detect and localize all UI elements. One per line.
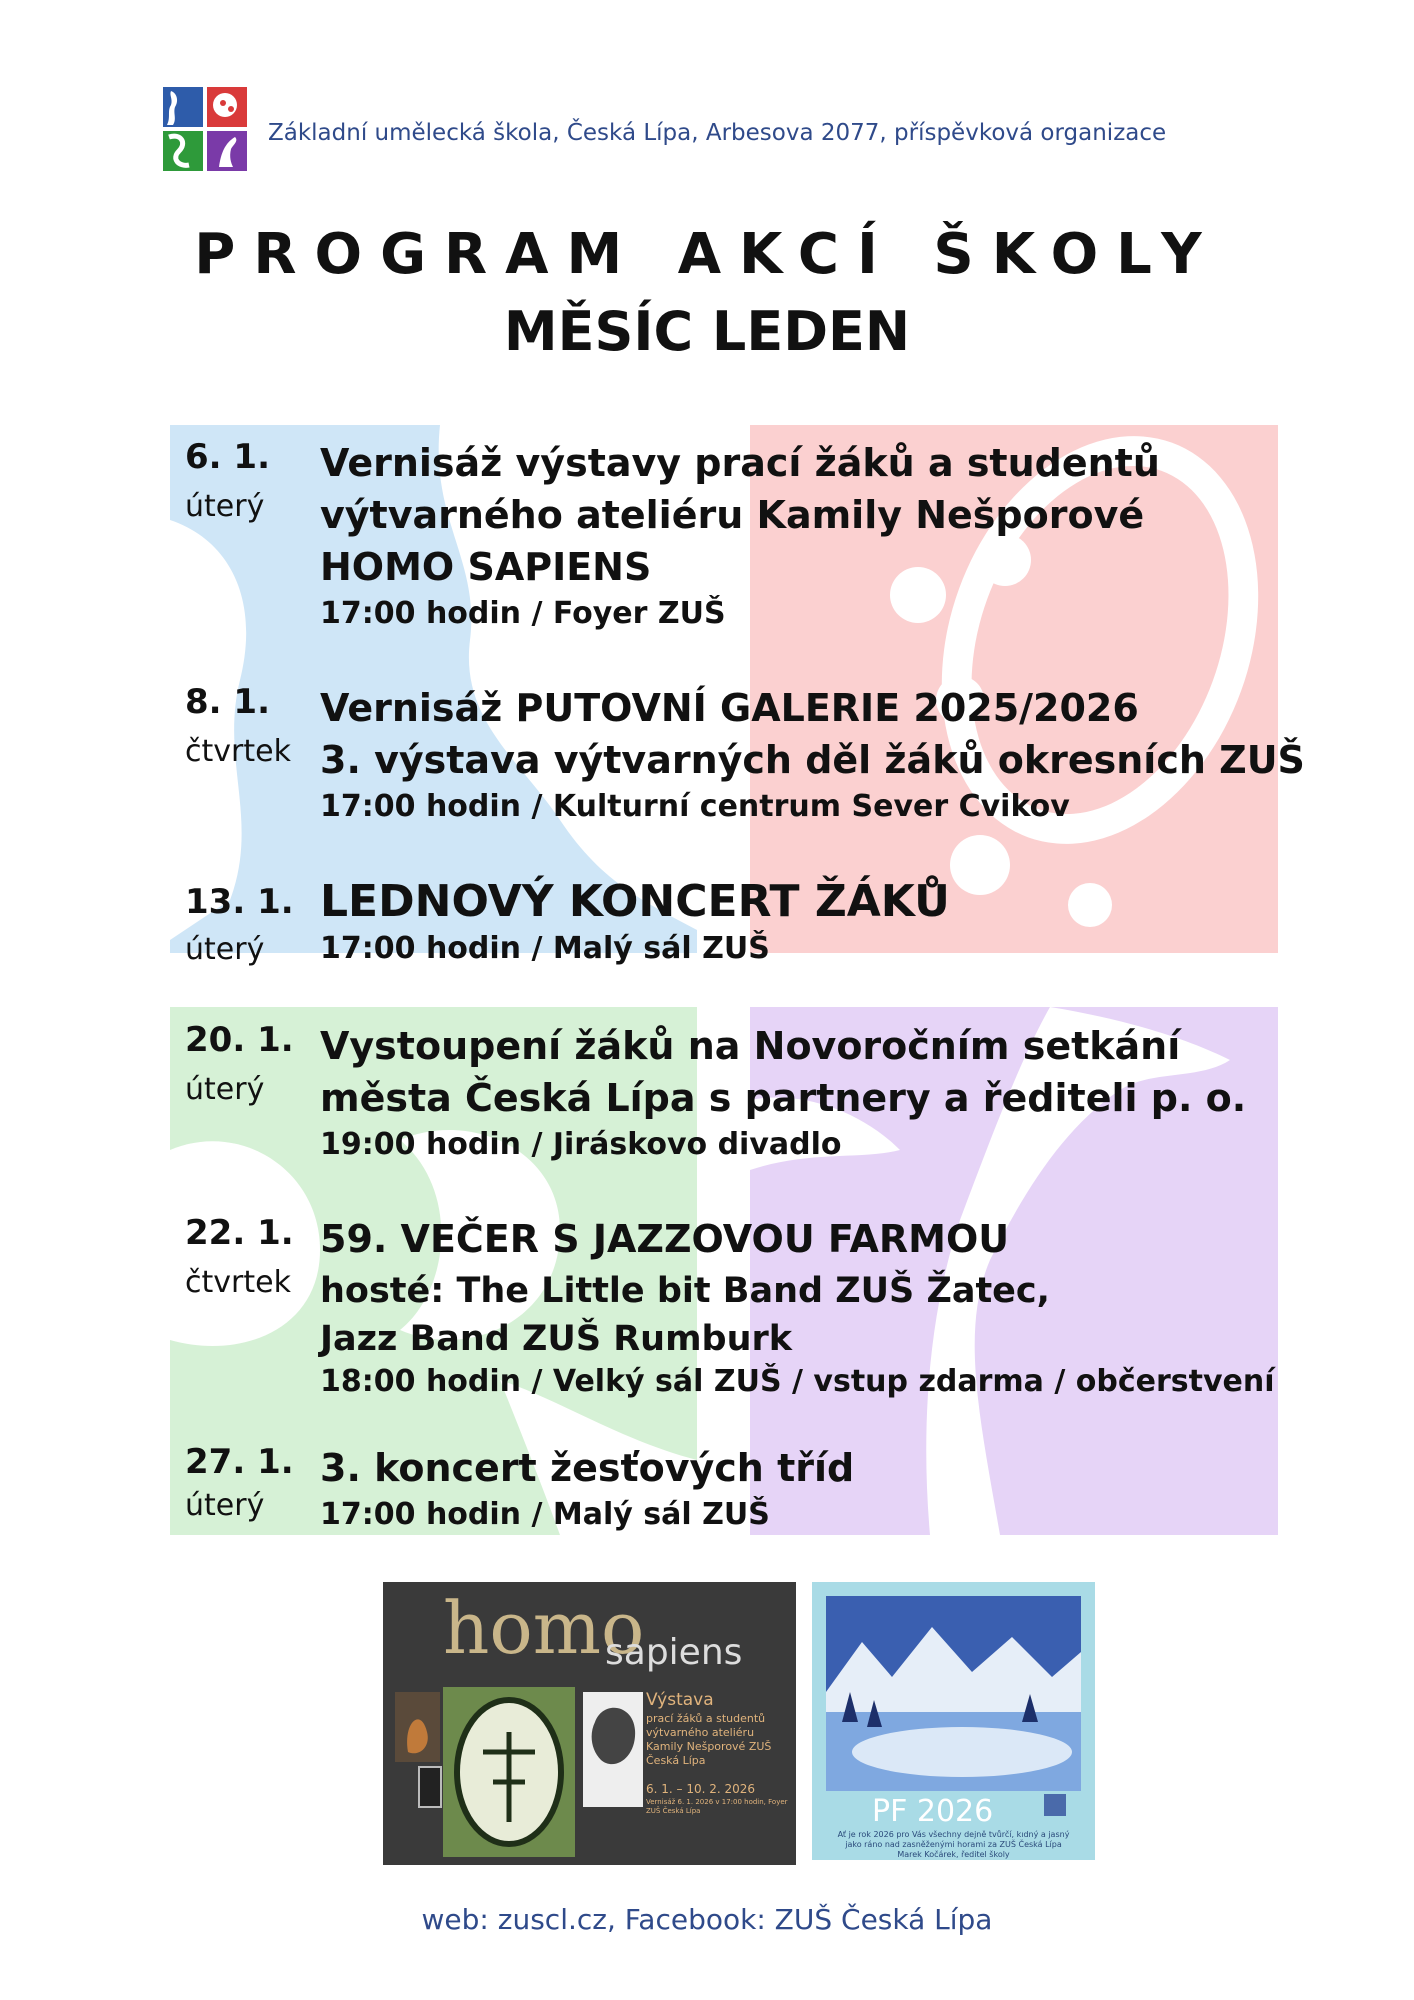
homo-sapiens-poster: [383, 1582, 796, 1865]
event-title-line: 59. VEČER S JAZZOVOU FARMOU: [320, 1217, 1010, 1261]
event-date: 22. 1.: [185, 1213, 294, 1253]
poster-dates: 6. 1. – 10. 2. 2026: [646, 1782, 756, 1796]
footer-links: web: zuscl.cz, Facebook: ZUŠ Česká Lípa: [421, 1903, 993, 1936]
event-day: úterý: [185, 1488, 265, 1523]
poster-subtitle: prací žáků a studentů výtvarného ateliéru Kamily Nešporové ZUŠ Česká Lípa: [646, 1712, 772, 1767]
pf-title: PF 2026: [872, 1794, 994, 1829]
event-title-line: Vernisáž PUTOVNÍ GALERIE 2025/2026: [320, 686, 1139, 730]
event-day: úterý: [185, 489, 265, 524]
event-time-place: 18:00 hodin / Velký sál ZUŠ / vstup zdarma / občerstvení: [320, 1364, 1275, 1399]
event-title-line: Vernisáž výstavy prací žáků a studentů: [320, 441, 1160, 485]
poster-note: Vernisáž 6. 1. 2026 v 17:00 hodin, Foyer ZUŠ Česká Lípa: [646, 1798, 788, 1815]
event-title-line: LEDNOVÝ KONCERT ŽÁKŮ: [320, 876, 950, 927]
event-title-line: města Česká Lípa s partnery a řediteli p. o.: [320, 1076, 1247, 1120]
event-title-line: Vystoupení žáků na Novoročním setkání: [320, 1024, 1181, 1068]
event-date: 13. 1.: [185, 882, 294, 922]
event-date: 6. 1.: [185, 437, 270, 477]
event-day: úterý: [185, 1072, 265, 1107]
event-title-line: výtvarného ateliéru Kamily Nešporové: [320, 493, 1145, 537]
school-logo: [163, 87, 247, 171]
event-day: čtvrtek: [185, 1265, 291, 1300]
event-date: 27. 1.: [185, 1442, 294, 1482]
organization-name: Základní umělecká škola, Česká Lípa, Arbesova 2077, příspěvková organizace: [268, 120, 1167, 146]
event-time-place: 17:00 hodin / Malý sál ZUŠ: [320, 1497, 770, 1532]
event-time-place: 17:00 hodin / Foyer ZUŠ: [320, 596, 726, 631]
event-title-line: hosté: The Little bit Band ZUŠ Žatec,: [320, 1271, 1050, 1311]
event-date: 8. 1.: [185, 682, 270, 722]
event-time-place: 19:00 hodin / Jiráskovo divadlo: [320, 1127, 842, 1162]
poster-sapiens-word: sapiens: [605, 1632, 743, 1673]
page-title: PROGRAM AKCÍ ŠKOLY: [194, 222, 1220, 287]
event-title-line: 3. výstava výtvarných děl žáků okresních ZUŠ: [320, 738, 1305, 782]
poster-heading: Výstava: [646, 1690, 714, 1710]
poster-homo-word: homo: [443, 1586, 645, 1670]
event-time-place: 17:00 hodin / Kulturní centrum Sever Cvikov: [320, 789, 1070, 824]
page-subtitle: MĚSÍC LEDEN: [503, 300, 911, 363]
event-title-line: HOMO SAPIENS: [320, 545, 652, 589]
pf-2026-card: [812, 1582, 1095, 1860]
event-title-line: Jazz Band ZUŠ Rumburk: [320, 1319, 793, 1359]
event-date: 20. 1.: [185, 1020, 294, 1060]
pf-message: Ať je rok 2026 pro Vás všechny dejně tvůrčí, kıdný a jasný jako ráno nad zasněženými horami za ZUŠ Česká Lípa Marek Kočárek, ředitel školy: [837, 1830, 1070, 1859]
event-day: čtvrtek: [185, 734, 291, 769]
event-day: úterý: [185, 932, 265, 967]
event-title-line: 3. koncert žesťových tříd: [320, 1446, 855, 1490]
event-time-place: 17:00 hodin / Malý sál ZUŠ: [320, 931, 770, 966]
